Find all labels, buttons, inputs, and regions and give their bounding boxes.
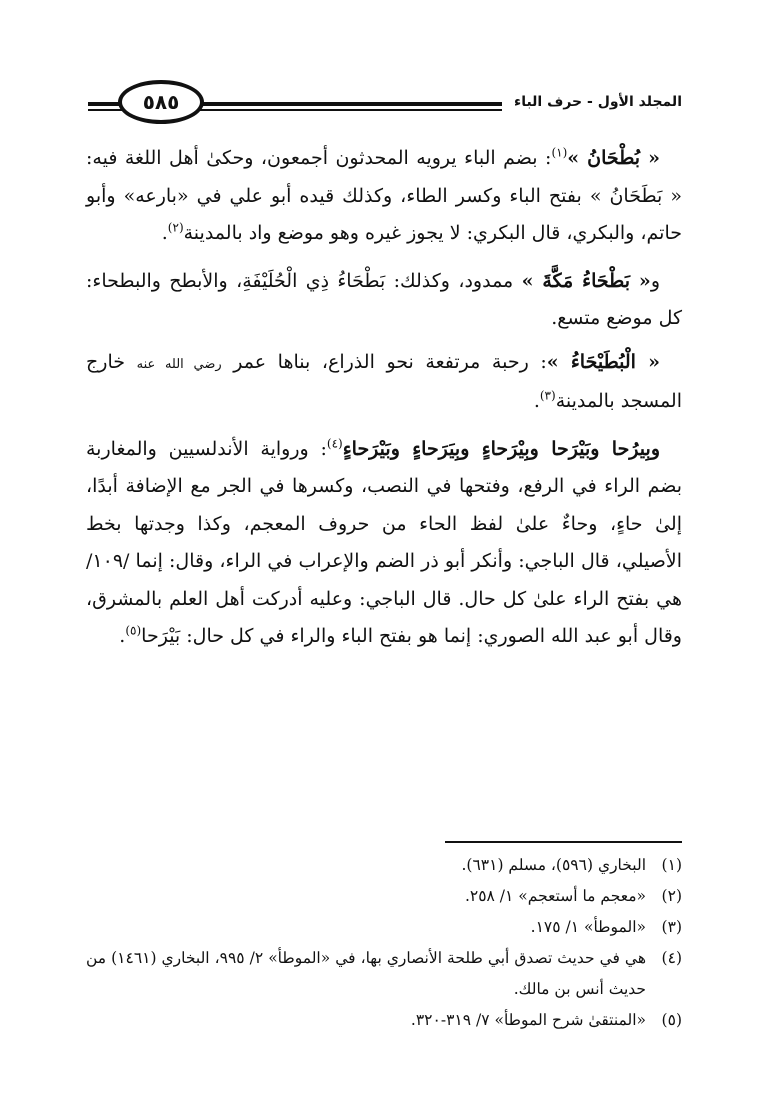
footnote-ref: (٢) (167, 220, 184, 235)
entry-heading: وبِيرُحا وبَيْرَحا وبِيْرَحاءٍ وبِيَرَحاءٍ وبَيْرَحاءٍ (342, 437, 660, 460)
footnote-ref: (٣) (539, 388, 556, 403)
footnote-number: (٤) (661, 949, 682, 967)
footnote-ref: (٤) (326, 436, 343, 451)
entry-heading: « الْبُطَيْحَاءُ » (546, 350, 661, 373)
entry-heading: « بُطْحَانُ » (567, 147, 660, 169)
paragraph (86, 431, 682, 656)
footnote (86, 881, 682, 912)
footnote (86, 850, 682, 881)
footnote-text: «معجم ما أستعجم» ١/ ٢٥٨. (464, 887, 646, 905)
paragraph-text: خارج المسجد بالمدينة (86, 350, 682, 412)
page-number: ٥٨٥ (118, 80, 204, 124)
footnote-ref: (٥) (125, 623, 142, 638)
footnote (86, 943, 682, 1005)
running-head: المجلد الأول - حرف الباء (502, 88, 682, 116)
footnote-number: (٢) (661, 887, 682, 905)
footnote-text: البخاري (٥٩٦)، مسلم (٦٣١). (461, 856, 646, 874)
footnote-text: «الموطأ» ١/ ١٧٥. (530, 918, 646, 936)
paragraph-end: . (119, 625, 126, 647)
paragraph-end: . (533, 390, 540, 412)
paragraph-lead: و (650, 269, 660, 292)
footnote (86, 1005, 682, 1036)
paragraph (86, 263, 682, 338)
page-header (88, 80, 682, 128)
paragraph-end: . (161, 222, 168, 244)
footnote (86, 912, 682, 943)
footnotes (86, 850, 682, 1036)
paragraph (86, 140, 682, 253)
main-text (86, 140, 682, 666)
footnote-text: «المنتقىٰ شرح الموطأ» ٧/ ٣١٩-٣٢٠. (410, 1011, 646, 1029)
paragraph-text: : بضم الباء يرويه المحدثون أجمعون، وحكىٰ أهل اللغة فيه: « بَطَحَانُ » بفتح الباء وكسر الطاء، وكذلك قيده أبو علي في «بارعه» وأبو حاتم، والبكري، قال البكري: لا يجوز غيره وهو موضع واد بالمدينة (86, 147, 682, 244)
paragraph-text: ممدود، وكذلك: بَطْحَاءُ ذِي الْحُلَيْفَةِ، والأبطح والبطحاء: كل موضع متسع. (86, 269, 682, 329)
paragraph-text: : ورواية الأندلسيين والمغاربة بضم الراء في الرفع، وفتحها في النصب، وكسرها في الجر مع الإضافة أبدًا، إلىٰ حاءٍ، وحاءٌ علىٰ لفظ الحاء من حروف المعجم، وكذا وجدتها بخط الأصيلي، قال الباجي: وأنكر أبو ذر الضم والإعراب في الراء، وقال: إنما /١٠٩/ هي بفتح الراء علىٰ كل حال. قال الباجي: وعليه أدركت أهل العلم بالمشرق، وقال أبو عبد الله الصوري: إنما هو بفتح الباء والراء في كل حال: بَيْرَحا (86, 437, 682, 647)
footnote-number: (٣) (661, 918, 682, 936)
entry-heading: « بَطْحَاءُ مَكَّةَ » (521, 269, 651, 292)
honorific-glyph: رضي الله عنه (136, 356, 222, 372)
footnote-separator (445, 841, 682, 843)
footnote-ref: (١) (551, 145, 568, 160)
footnote-text: هي في حديث تصدق أبي طلحة الأنصاري بها، في «الموطأ» ٢/ ٩٩٥، البخاري (١٤٦١) من حديث أنس بن مالك. (86, 949, 647, 998)
footnote-number: (٥) (661, 1011, 682, 1029)
paragraph (86, 344, 682, 421)
paragraph-text: : رحبة مرتفعة نحو الذراع، بناها عمر (221, 350, 547, 373)
footnote-number: (١) (661, 856, 682, 874)
